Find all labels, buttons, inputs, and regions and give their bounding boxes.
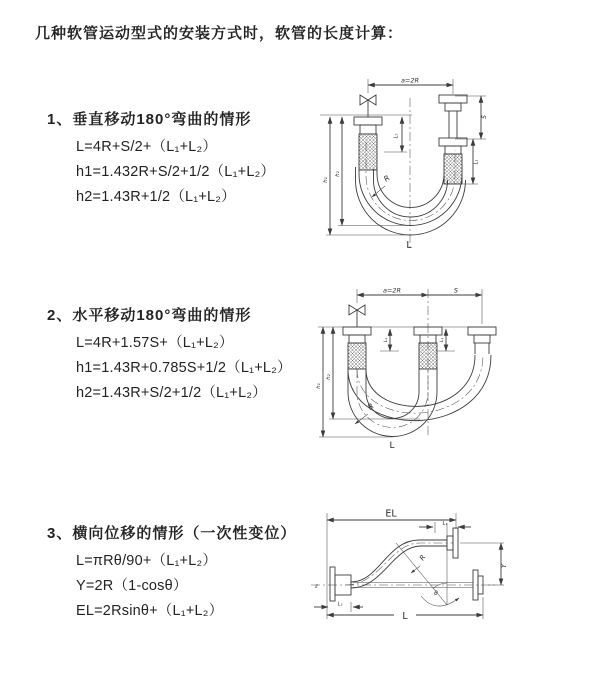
dimension-a2r <box>368 77 453 95</box>
dimension-l2 <box>314 602 363 613</box>
diagram-horizontal-180-bend <box>300 280 600 475</box>
hose-original-position-ghost <box>311 570 495 600</box>
label-l1: L₁ <box>440 337 445 343</box>
formula-line: h2=1.43R+S/2+1/2（L₁+L₂） <box>76 385 267 401</box>
formula-line: L=4R+1.57S+（L₁+L₂） <box>76 335 234 351</box>
label-h1: h₁ <box>323 177 329 183</box>
label-a2r: a=2R <box>400 76 420 85</box>
label-l1: L₁ <box>473 159 480 165</box>
formula-line: h2=1.43R+1/2（L₁+L₂） <box>76 189 236 205</box>
label-s: S <box>481 115 488 119</box>
dimension-l2 <box>384 117 407 152</box>
section-2-heading: 2、水平移动180°弯曲的情形 <box>47 307 252 324</box>
formula-line: Y=2R（1-cosθ） <box>76 578 188 594</box>
braided-hose-section <box>444 154 462 184</box>
dimension-el <box>327 509 456 620</box>
flange-fitting-middle <box>414 327 442 369</box>
dimension-l-total <box>327 597 483 622</box>
page-title: 几种软管运动型式的安装方式时，软管的长度计算： <box>35 25 404 42</box>
formula-line: EL=2Rsinθ+（L₁+L₂） <box>76 603 224 619</box>
formula-line: h1=1.432R+S/2+1/2（L₁+L₂） <box>76 164 276 180</box>
section-1-heading: 1、垂直移动180°弯曲的情形 <box>47 111 252 128</box>
section-horizontal-travel <box>47 304 292 406</box>
diagram-vertical-180-bend <box>300 70 600 280</box>
label-l2: L₂ <box>337 601 343 608</box>
formula-line: h1=1.43R+0.785S+1/2（L₁+L₂） <box>76 360 292 376</box>
label-r: R <box>418 553 428 563</box>
section-lateral-displacement <box>47 522 296 624</box>
dimension-stroke-s <box>455 96 488 139</box>
braided-hose-section <box>419 343 437 369</box>
formula-line: L=πRθ/90+（L₁+L₂） <box>76 553 218 569</box>
label-a2r: a=2R <box>382 286 402 295</box>
label-l2: L₂ <box>393 133 400 139</box>
label-l-total: L <box>389 441 395 451</box>
label-l-total: L <box>406 240 412 251</box>
label-r: R <box>381 173 392 184</box>
flange-fitting-left <box>330 567 351 601</box>
label-l1: L₁ <box>442 521 448 527</box>
dimension-h2 <box>335 117 408 226</box>
angle-callout <box>421 583 459 606</box>
label-y: Y <box>500 563 508 569</box>
radius-callout <box>372 173 391 197</box>
dimension-l1 <box>419 521 471 533</box>
section-3-heading: 3、横向位移的情形（一次性变位） <box>47 525 297 542</box>
braided-hose-section <box>359 134 377 170</box>
flange-fitting-left <box>354 117 382 170</box>
dimension-l1 <box>436 329 455 351</box>
label-h2: h₂ <box>326 374 332 380</box>
label-el: EL <box>385 508 397 520</box>
label-h1: h₁ <box>316 383 322 389</box>
label-r: R <box>365 401 376 412</box>
diagram-lateral-displacement <box>295 495 600 655</box>
label-h2: h₂ <box>335 171 341 177</box>
label-l2: L₂ <box>384 337 389 343</box>
dimension-l2 <box>380 329 399 351</box>
radius-callout <box>411 553 428 573</box>
braided-hose-section <box>348 343 366 369</box>
label-s: S <box>453 286 459 295</box>
valve-icon <box>360 95 376 117</box>
label-l: L <box>402 611 408 622</box>
flange-fitting-right-displaced <box>468 327 496 354</box>
flange-fitting-right-upper <box>439 95 467 138</box>
hose-s-curve <box>345 540 453 588</box>
flange-fitting-left <box>343 327 371 369</box>
dimension-y <box>460 543 508 585</box>
formula-line: L=4R+S/2+（L₁+L₂） <box>76 139 218 155</box>
section-vertical-travel <box>47 108 275 210</box>
flange-fitting-right-lower <box>439 138 467 184</box>
label-z-mark: z <box>315 583 318 590</box>
valve-icon <box>349 305 365 327</box>
label-theta: θ <box>434 590 438 597</box>
dimension-a2r <box>357 287 482 325</box>
